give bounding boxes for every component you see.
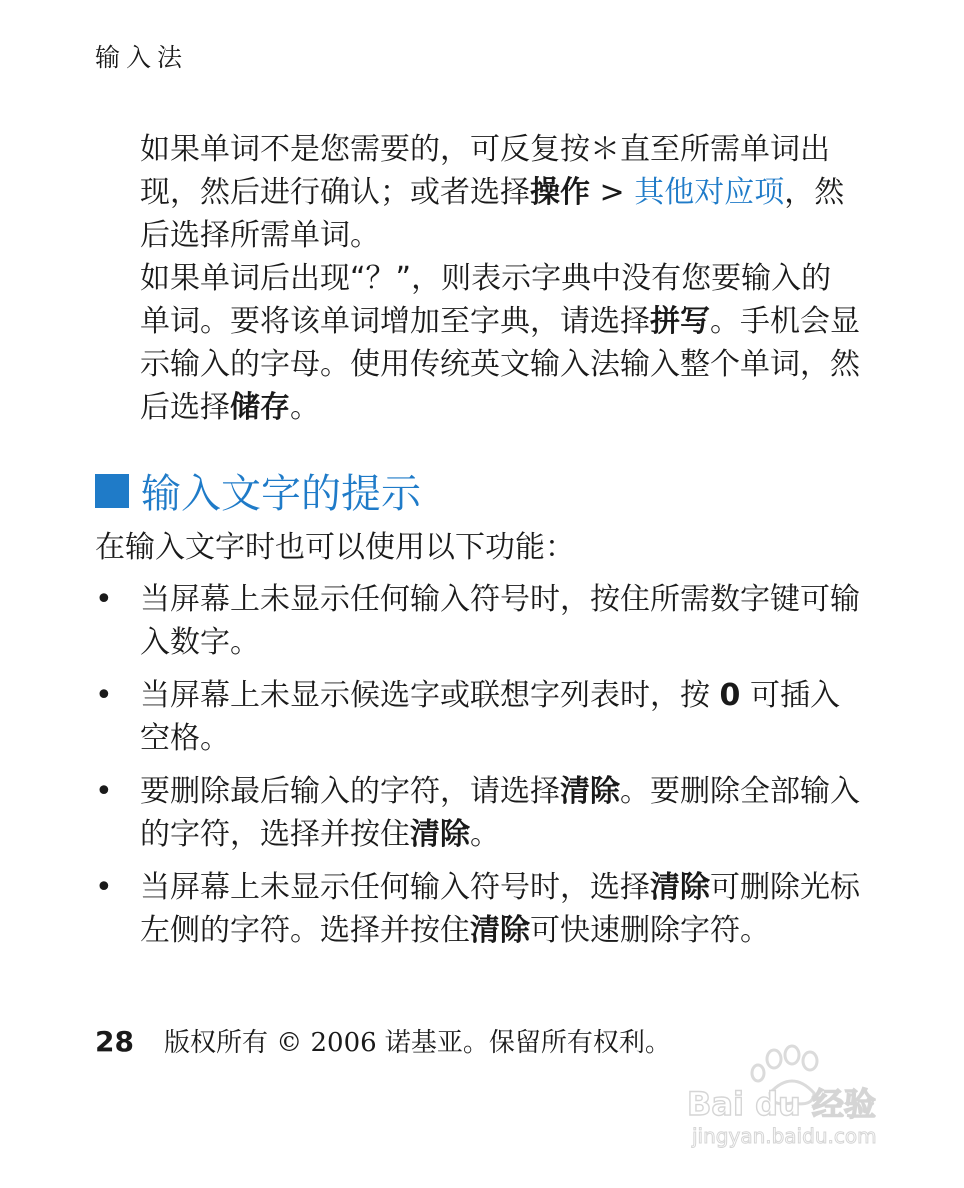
paragraph-text: 。: [290, 390, 320, 425]
paragraph-text: ，然后选择所需单词。: [140, 175, 845, 253]
paragraph-text: 如果单词后出现“？”，则表示字典中没有您要输入的单词。要将该单词增加至字典，请选择: [140, 261, 832, 339]
list-item: [95, 866, 865, 952]
list-item-text: 。要删除全部输入的字符，选择并按住: [140, 774, 860, 852]
paragraph-text: 如果单词不是您需要的，可反复按＊直至所需单词出现，然后进行确认；或者选择: [140, 132, 830, 210]
bullet-icon: •: [95, 870, 113, 905]
list-item: [95, 674, 865, 760]
square-bullet-icon: [95, 474, 129, 508]
menu-term-save: 储存: [230, 390, 290, 425]
watermark-brand: Bai du 经验: [687, 1085, 876, 1123]
menu-term-other-options: 其他对应项: [634, 175, 785, 210]
list-item-text: 当屏幕上未显示任何输入符号时，按住所需数字键可输入数字。: [140, 582, 860, 660]
list-item-text: 要删除最后输入的字符，请选择: [140, 774, 560, 809]
watermark-url: jingyan.baidu.com: [692, 1124, 877, 1148]
bullet-icon: •: [95, 582, 113, 617]
menu-term-clear: 清除: [410, 817, 470, 852]
list-item: [95, 578, 865, 664]
page-footer: [95, 1022, 671, 1059]
bullet-icon: •: [95, 678, 113, 713]
list-item-text: 可插入空格。: [140, 678, 840, 756]
paragraph-text: 。手机会显示输入的字母。使用传统英文输入法输入整个单词，然后选择: [140, 304, 860, 425]
menu-separator: >: [590, 175, 635, 210]
list-item: [95, 770, 865, 856]
bullet-icon: •: [95, 774, 113, 809]
key-zero: 0: [719, 678, 741, 713]
menu-term-operation: 操作: [530, 175, 590, 210]
list-item-text: 。: [470, 817, 500, 852]
list-item-text: 当屏幕上未显示候选字或联想字列表时，按: [140, 678, 720, 713]
running-header: 输入法: [95, 43, 189, 72]
section-heading: [95, 462, 421, 519]
list-item-text: 当屏幕上未显示任何输入符号时，选择: [140, 870, 650, 905]
page-number: 28: [95, 1025, 134, 1058]
baidu-jingyan-watermark: [682, 1041, 912, 1151]
list-item-text: 可删除光标左侧的字符。选择并按住: [140, 870, 860, 948]
list-item-text: 可快速删除字符。: [530, 913, 770, 948]
menu-term-spell: 拼写: [650, 304, 710, 339]
copyright-notice: 版权所有 © 2006 诺基亚。保留所有权利。: [163, 1028, 671, 1058]
menu-term-clear: 清除: [470, 913, 530, 948]
section-title: 输入文字的提示: [141, 471, 421, 517]
intro-text: 在输入文字时也可以使用以下功能：: [95, 530, 575, 565]
tips-list: [95, 578, 865, 962]
paragraph-word-selection: [140, 128, 860, 257]
paragraph-dictionary: [140, 257, 860, 429]
menu-term-clear: 清除: [560, 774, 620, 809]
menu-term-clear: 清除: [650, 870, 710, 905]
